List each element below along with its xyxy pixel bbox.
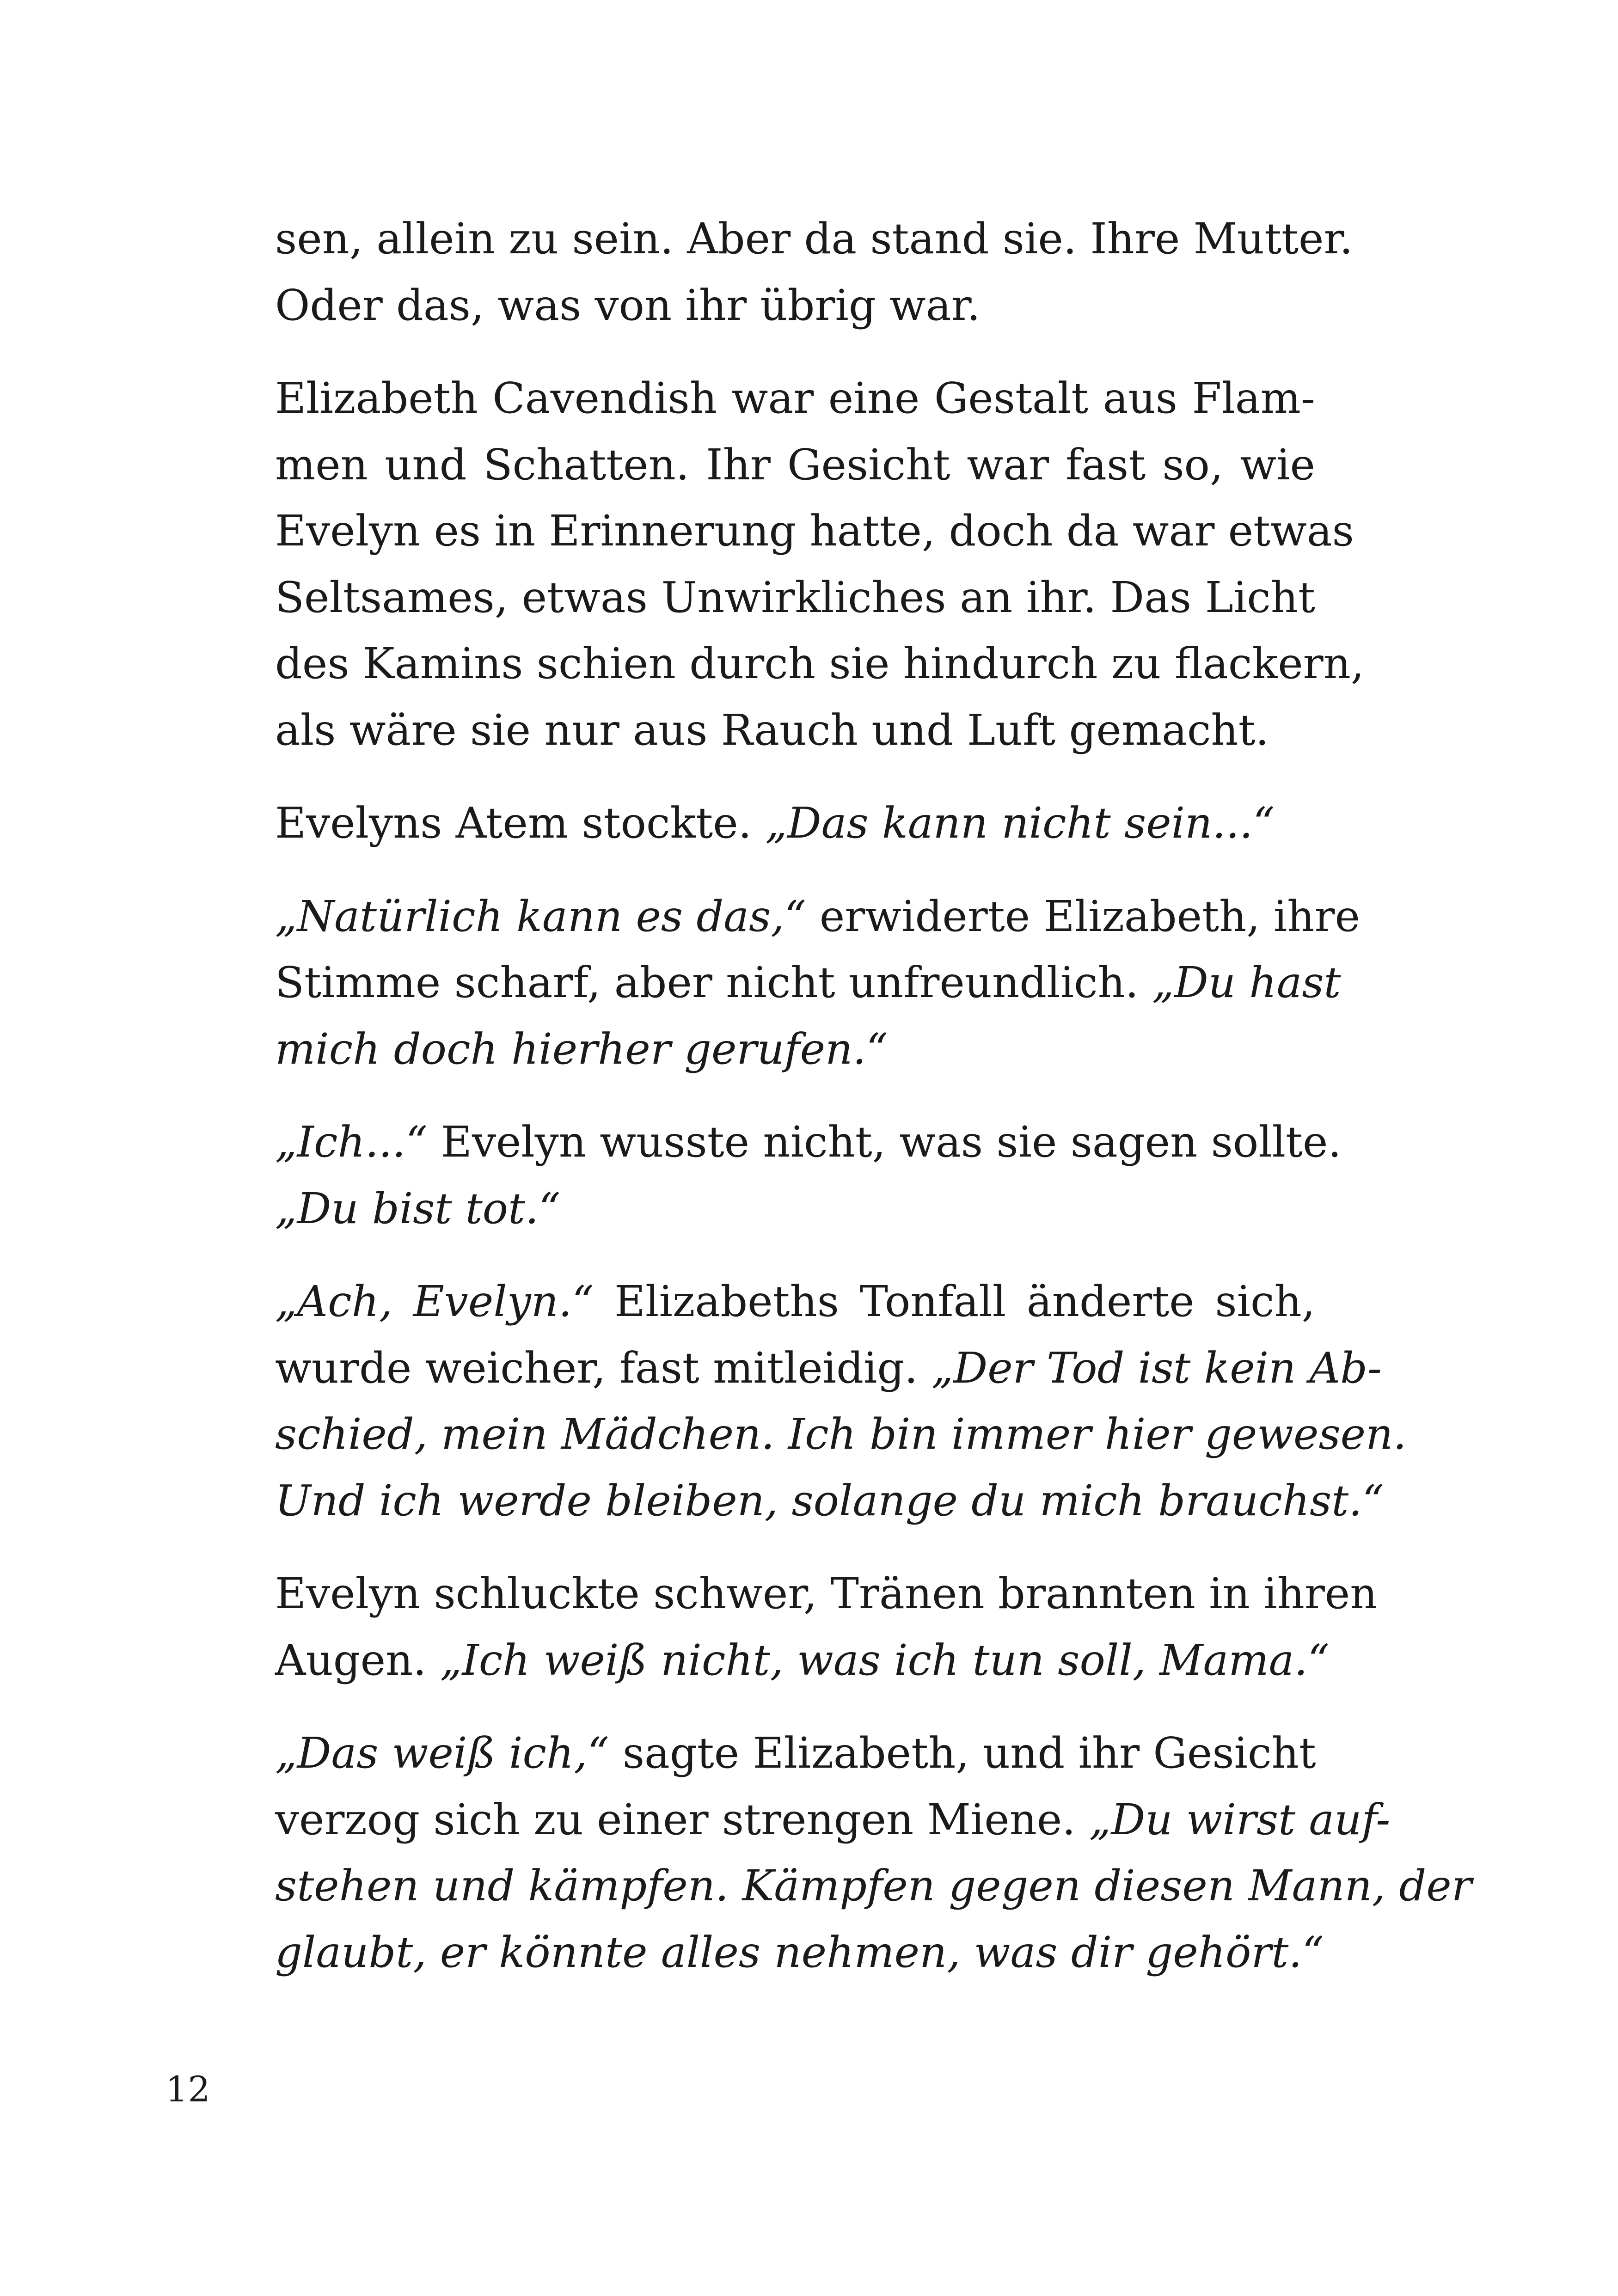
word: und	[385, 440, 467, 490]
word: in	[1209, 1569, 1250, 1618]
word: gemacht.	[1069, 705, 1269, 755]
word: Miene.	[927, 1794, 1076, 1844]
italic-word: bist	[372, 1183, 452, 1233]
italic-word: werde	[457, 1476, 592, 1525]
word: Oder	[275, 280, 383, 330]
paragraph	[275, 883, 1360, 1083]
italic-word: was	[974, 1927, 1058, 1977]
italic-word: dir	[1071, 1927, 1133, 1977]
word: Evelyn	[441, 1117, 587, 1167]
word: und	[982, 1728, 1065, 1778]
word: des	[275, 639, 349, 688]
italic-word: sein...“	[1124, 798, 1275, 848]
italic-word: Mädchen.	[561, 1409, 775, 1459]
text-line	[275, 790, 1315, 857]
word: eine	[828, 373, 920, 423]
italic-word: mich	[275, 1024, 380, 1074]
word: sie.	[1002, 214, 1077, 263]
word: Gesicht	[1153, 1728, 1316, 1778]
italic-word: „Der	[931, 1343, 1033, 1393]
word: Rauch	[721, 705, 858, 755]
word: hindurch	[903, 639, 1098, 688]
italic-word: „Du	[1152, 958, 1236, 1007]
italic-word: „Ich	[440, 1635, 530, 1685]
italic-word: Evelyn.“	[413, 1277, 594, 1326]
word: sie	[829, 639, 890, 688]
italic-word: er	[440, 1927, 486, 1977]
word: fast	[1066, 440, 1146, 490]
italic-word: Ab-	[1309, 1343, 1382, 1393]
word: sollte.	[1211, 1117, 1342, 1167]
italic-word: es	[636, 891, 683, 941]
word: sie	[996, 1117, 1057, 1167]
word: was	[497, 280, 582, 330]
italic-word: was	[797, 1635, 881, 1685]
italic-word: „Ach,	[275, 1277, 393, 1326]
text-line	[275, 1919, 1324, 1986]
word: ihren	[1263, 1569, 1378, 1618]
italic-word: „Du	[275, 1183, 359, 1233]
paragraph	[275, 790, 1315, 857]
italic-word: brauchst.“	[1158, 1476, 1384, 1525]
word: sagte	[622, 1728, 740, 1778]
word: Erinnerung	[549, 506, 797, 556]
italic-word: alles	[661, 1927, 761, 1977]
word: Gestalt	[934, 373, 1089, 423]
word: Schatten.	[483, 440, 690, 490]
word: einer	[597, 1794, 709, 1844]
italic-word: das,“	[696, 891, 806, 941]
text-line	[275, 1720, 1315, 1787]
paragraph	[275, 1109, 1342, 1242]
word: sie	[470, 705, 531, 755]
word: Ihr	[706, 440, 771, 490]
word: etwas	[1228, 506, 1354, 556]
text-line	[275, 1401, 1407, 1468]
italic-word: soll,	[1058, 1635, 1146, 1685]
italic-word: „Das	[765, 798, 869, 848]
italic-word: gehört.“	[1146, 1927, 1324, 1977]
word: wie	[1240, 440, 1315, 490]
italic-word: kämpfen.	[528, 1861, 729, 1910]
italic-word: ich	[894, 1635, 959, 1685]
word: Luft	[967, 705, 1056, 755]
text-line	[275, 1109, 1342, 1176]
word: stand	[870, 214, 989, 263]
italic-word: du	[971, 1476, 1026, 1525]
italic-word: tun	[972, 1635, 1045, 1685]
word: Flam-	[1192, 373, 1315, 423]
body-text	[275, 206, 1472, 2012]
word: Ihre	[1090, 214, 1180, 263]
word: da	[804, 214, 857, 263]
italic-word: bin	[870, 1409, 938, 1459]
word: zu	[509, 214, 559, 263]
italic-word: Mama.“	[1159, 1635, 1330, 1685]
word: Elizabeth,	[753, 1728, 969, 1778]
word: hatte,	[809, 506, 936, 556]
italic-word: gerufen.“	[684, 1024, 888, 1074]
italic-word: doch	[393, 1024, 498, 1074]
italic-word: ich,“	[509, 1728, 609, 1778]
word: ihr	[685, 280, 747, 330]
italic-word: diesen	[1094, 1861, 1235, 1910]
italic-word: Mann,	[1248, 1861, 1386, 1910]
word: verzog	[275, 1794, 420, 1844]
text-line	[275, 1561, 1378, 1627]
word: schien	[536, 639, 676, 688]
italic-word: weiß	[543, 1635, 647, 1685]
word: Tonfall	[859, 1277, 1006, 1326]
word: sen,	[275, 214, 363, 263]
word: Aber	[687, 214, 791, 263]
italic-word: hierher	[511, 1024, 671, 1074]
word: das,	[396, 280, 484, 330]
italic-word: wirst	[1186, 1794, 1296, 1844]
word: an	[960, 572, 1013, 622]
italic-word: Kämpfen	[742, 1861, 935, 1910]
word: Das	[1110, 572, 1192, 622]
word: Elizabeth	[275, 373, 478, 423]
italic-word: „Ich...“	[275, 1117, 428, 1167]
italic-word: tot.“	[465, 1183, 561, 1233]
word: flackern,	[1174, 639, 1365, 688]
word: Gesicht	[787, 440, 950, 490]
word: zu	[533, 1794, 583, 1844]
word: so,	[1162, 440, 1224, 490]
italic-word: schied,	[275, 1409, 428, 1459]
word: doch	[949, 506, 1053, 556]
word: nicht	[726, 958, 835, 1007]
word: weicher,	[425, 1343, 606, 1393]
word: nicht,	[763, 1117, 886, 1167]
word: nur	[544, 705, 619, 755]
word: aus	[1103, 373, 1178, 423]
italic-word: kann	[516, 891, 623, 941]
word: strengen	[722, 1794, 914, 1844]
paragraph	[275, 1268, 1407, 1534]
italic-word: nicht	[1001, 798, 1111, 848]
page-number: 12	[165, 2069, 210, 2110]
word: Tränen	[830, 1569, 985, 1618]
word: Stimme	[275, 958, 441, 1007]
italic-word: immer	[951, 1409, 1091, 1459]
word: sich,	[1215, 1277, 1315, 1326]
word: Atem	[455, 798, 569, 848]
word: änderte	[1026, 1277, 1195, 1326]
text-line	[275, 1176, 1315, 1242]
word: Elizabeth,	[1043, 891, 1260, 941]
italic-word: solange	[791, 1476, 958, 1525]
text-line	[275, 365, 1315, 432]
word: Evelyn	[275, 1569, 421, 1618]
italic-word: Und	[275, 1476, 366, 1525]
italic-word: der	[1399, 1861, 1472, 1910]
text-line	[275, 206, 1353, 272]
italic-word: ich	[379, 1476, 444, 1525]
word: Mutter.	[1193, 214, 1353, 263]
word: unfreundlich.	[848, 958, 1139, 1007]
italic-word: hier	[1104, 1409, 1191, 1459]
italic-word: bleiben,	[605, 1476, 778, 1525]
word: Evelyns	[275, 798, 442, 848]
italic-word: ist	[1138, 1343, 1191, 1393]
text-line	[275, 1335, 1382, 1402]
word: von	[594, 280, 672, 330]
word: Evelyn	[275, 506, 421, 556]
italic-word: stehen	[275, 1861, 419, 1910]
text-line	[275, 1787, 1391, 1853]
word: war	[731, 373, 814, 423]
word: da	[1066, 506, 1119, 556]
word: allein	[376, 214, 496, 263]
italic-word: „Du	[1089, 1794, 1173, 1844]
word: ihr.	[1026, 572, 1097, 622]
italic-word: glaubt,	[275, 1927, 427, 1977]
word: war.	[889, 280, 981, 330]
word: wusste	[600, 1117, 750, 1167]
word: es	[434, 506, 481, 556]
word: war	[967, 440, 1049, 490]
italic-word: Tod	[1046, 1343, 1125, 1393]
text-line	[275, 272, 1315, 339]
word: brannten	[998, 1569, 1195, 1618]
italic-word: kein	[1204, 1343, 1296, 1393]
text-line	[275, 697, 1315, 764]
italic-word: könnte	[499, 1927, 648, 1977]
word: men	[275, 440, 368, 490]
paragraph	[275, 1720, 1472, 1985]
italic-word: kann	[882, 798, 988, 848]
text-line	[275, 432, 1315, 498]
text-line	[275, 1853, 1472, 1919]
word: schluckte	[434, 1569, 640, 1618]
italic-word: mich	[1039, 1476, 1145, 1525]
word: scharf,	[454, 958, 601, 1007]
word: fast	[619, 1343, 699, 1393]
text-line	[275, 564, 1315, 631]
italic-word: nehmen,	[774, 1927, 961, 1977]
italic-word: „Das	[275, 1728, 379, 1778]
word: Seltsames,	[275, 572, 509, 622]
word: und	[871, 705, 954, 755]
paragraph	[275, 1561, 1378, 1693]
italic-word: auf-	[1309, 1794, 1391, 1844]
text-line	[275, 883, 1360, 950]
text-line	[275, 1268, 1315, 1335]
word: zu	[1111, 639, 1161, 688]
word: stockte.	[582, 798, 752, 848]
text-line	[275, 1016, 1315, 1083]
word: mitleidig.	[713, 1343, 918, 1393]
word: sagen	[1070, 1117, 1198, 1167]
italic-word: hast	[1249, 958, 1341, 1007]
italic-word: mein	[441, 1409, 548, 1459]
word: sich	[433, 1794, 520, 1844]
word: Elizabeths	[614, 1277, 839, 1326]
word: übrig	[760, 280, 876, 330]
word: Kamins	[362, 639, 523, 688]
text-line	[275, 498, 1354, 564]
word: wurde	[275, 1343, 412, 1393]
word: in	[494, 506, 536, 556]
text-line	[275, 1468, 1384, 1534]
word: Licht	[1205, 572, 1316, 622]
word: was	[899, 1117, 983, 1167]
text-line	[275, 1627, 1330, 1694]
word: Unwirkliches	[661, 572, 946, 622]
word: aber	[614, 958, 712, 1007]
italic-word: weiß	[392, 1728, 496, 1778]
word: schwer,	[653, 1569, 817, 1618]
word: ihre	[1273, 891, 1360, 941]
italic-word: und	[432, 1861, 515, 1910]
word: ihr	[1078, 1728, 1140, 1778]
italic-word: gewesen.	[1204, 1409, 1407, 1459]
italic-word: Ich	[788, 1409, 856, 1459]
word: wäre	[349, 705, 457, 755]
word: sein.	[572, 214, 674, 263]
italic-word: „Natürlich	[275, 891, 503, 941]
text-line	[275, 949, 1341, 1016]
word: erwiderte	[819, 891, 1030, 941]
text-line	[275, 631, 1365, 697]
italic-word: gegen	[949, 1861, 1081, 1910]
italic-word: nicht,	[661, 1635, 784, 1685]
word: als	[275, 705, 336, 755]
word: durch	[689, 639, 816, 688]
word: Cavendish	[492, 373, 717, 423]
word: etwas	[521, 572, 648, 622]
word: war	[1132, 506, 1215, 556]
paragraph	[275, 365, 1365, 763]
word: Augen.	[275, 1635, 427, 1685]
paragraph	[275, 206, 1353, 338]
word: aus	[633, 705, 708, 755]
